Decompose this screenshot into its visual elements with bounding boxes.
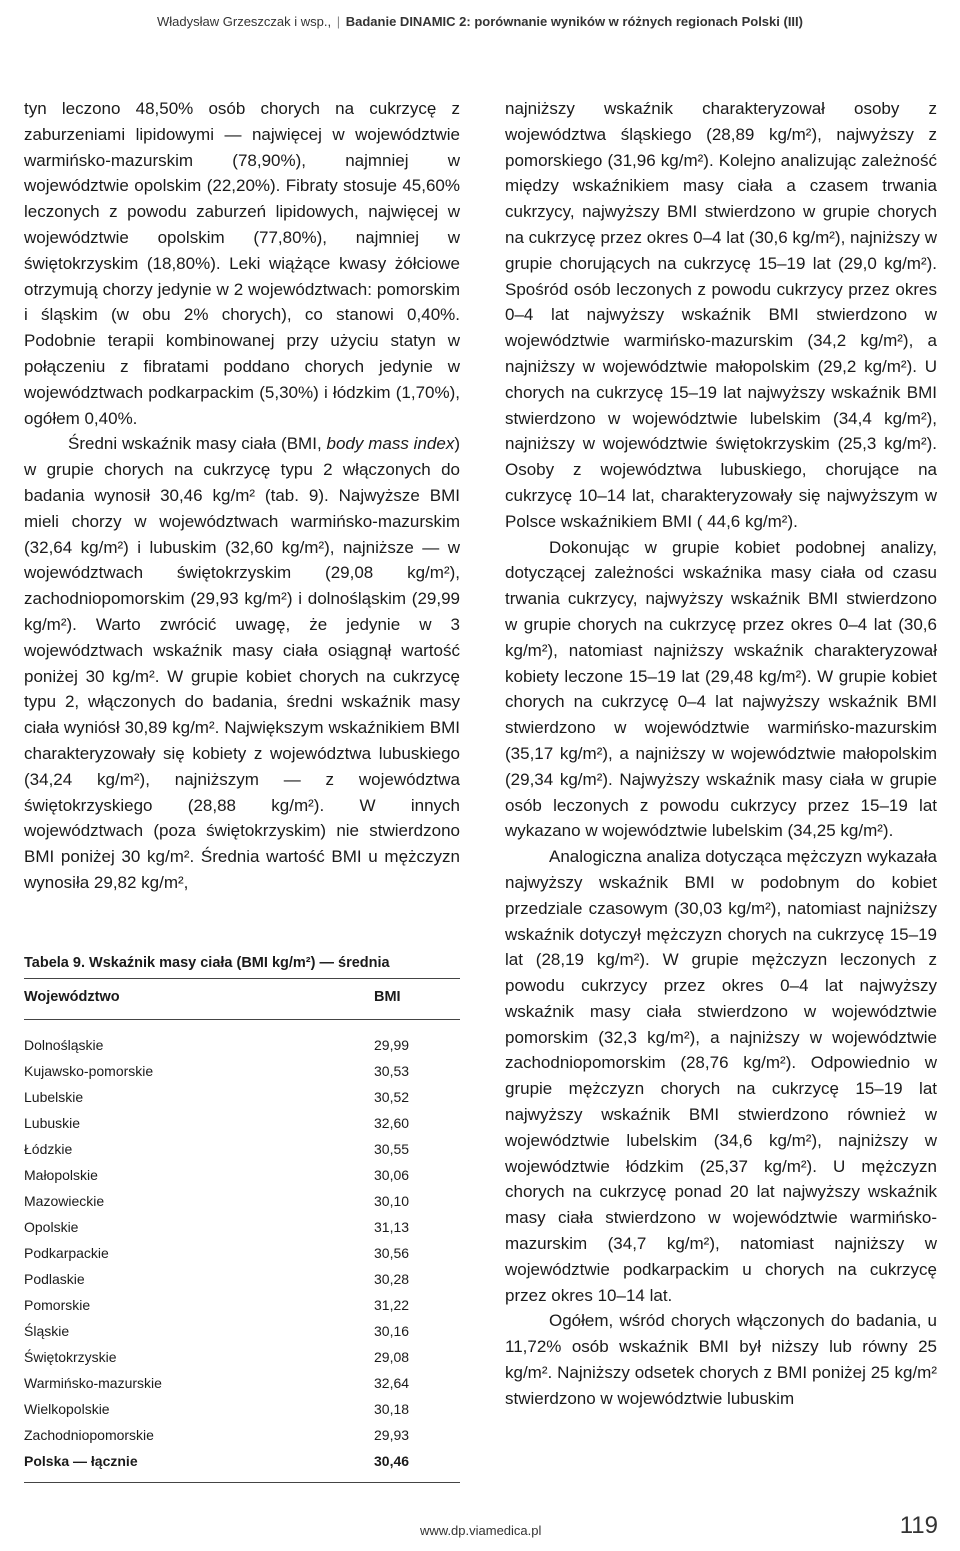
right-column [505, 96, 937, 1412]
table-cell-bmi: 30,52 [374, 1089, 410, 1105]
table-row [24, 1162, 460, 1188]
table-row [24, 1136, 460, 1162]
page-number: 119 [899, 1512, 938, 1539]
header-authors: Władysław Grzeszczak i wsp., [157, 14, 332, 29]
header-separator: | [336, 14, 341, 29]
table-cell-region: Lubuskie [24, 1115, 81, 1131]
table-row [24, 1396, 460, 1422]
right-paragraph-1: najniższy wskaźnik charakteryzował osoby z województwa śląskiego (28,89 kg/m²), najwyższy z pomorskiego (31,96 kg/m²). Kolejno analizując zależność między wskaźnikiem masy ciała a czasem trwania cukrzycy, najwyższy BMI stwierdzono w grupie chorych na cukrzycę przez okres 0–4 lat (30,6 kg/m²), najniższy w grupie chorujących na cukrzycę 15–19 lat (29,0 kg/m²). Spośród osób leczonych z powodu cukrzycy przez okres 0–4 lat najwyższy wskaźnik BMI stwierdzono w województwie warmińsko-mazurskim (34,2 kg/m²), a najniższy w województwie małopolskim (29,2 kg/m²). U chorych na cukrzycę 15–19 lat najwyższy wskaźnik BMI stwierdzono w województwie lubelskim (34,4 kg/m²), najniższy w województwie świętokrzyskim (25,3 kg/m²). Osoby z województwa lubuskiego, chorujące na cukrzycę 10–14 lat, charakteryzowały się najwyższym w Polsce wskaźnikiem BMI ( 44,6 kg/m²). [505, 99, 937, 531]
table-cell-region: Podlaskie [24, 1271, 85, 1287]
left-paragraph-2-italic: body mass index [326, 434, 455, 454]
table-row [24, 1058, 460, 1084]
table-row [24, 1188, 460, 1214]
table-total-value: 30,46 [374, 1453, 410, 1469]
table-row [24, 1422, 460, 1448]
table-row [24, 1240, 460, 1266]
table-cell-bmi: 32,64 [374, 1375, 410, 1391]
table-row [24, 1214, 460, 1240]
table-cell-region: Śląskie [24, 1323, 70, 1339]
table-row [24, 1084, 460, 1110]
table-bottom-rule [24, 1482, 460, 1483]
table-cell-region: Dolnośląskie [24, 1037, 104, 1053]
table-cell-region: Świętokrzyskie [24, 1349, 117, 1365]
table-total-label: Polska — łącznie [24, 1453, 138, 1469]
table-cell-region: Kujawsko-pomorskie [24, 1063, 154, 1079]
right-paragraph-3: Analogiczna analiza dotycząca mężczyzn wykazała najwyższy wskaźnik BMI w podobnym do kobiet przedziale czasowym (30,03 kg/m²), natomiast najniższy wskaźnik dotyczył mężczyzn chorych na cukrzycę 15–19 lat (28,19 kg/m²). W grupie mężczyzn leczonych z powodu cukrzycy przez okres 0–4 lat najwyższy wskaźnik masy ciała stwierdzono w województwie pomorskim (32,3 kg/m²), a najniższy w województwie zachodniopomorskim (28,76 kg/m²). Odpowiednio w grupie mężczyzn chorych na cukrzycę 15–19 lat najwyższy wskaźnik BMI stwierdzono również w województwie lubelskim (34,6 kg/m²), najniższy w województwie łódzkim (25,37 kg/m²). U mężczyzn chorych na cukrzycę ponad 20 lat najwyższy wskaźnik masy ciała stwierdzono w województwie warmińsko-mazurskim (34,7 kg/m²), natomiast najniższy w województwie podkarpackim u chorych na cukrzycę przez okres 10–14 lat. [505, 847, 937, 1305]
running-header [0, 14, 960, 29]
table-cell-bmi: 31,22 [374, 1297, 410, 1313]
right-paragraph-2: Dokonując w grupie kobiet podobnej analizy, dotyczącej zależności wskaźnika masy ciała od czasu trwania cukrzycy, najwyższy wskaźnik BMI stwierdzono w grupie chorych na cukrzycę przez okres 0–4 lat (30,6 kg/m²), natomiast najniższy wskaźnik charakteryzował kobiety leczone 15–19 lat (29,48 kg/m²). W grupie kobiet chorych na cukrzycę 0–4 lat najwyższy wskaźnik BMI stwierdzono w województwie warmińsko-mazurskim (35,17 kg/m²), a najniższy w województwie małopolskim (29,34 kg/m²). Najwyższy wskaźnik masy ciała w grupie osób leczonych z powodu cukrzycy przez 15–19 lat wykazano w województwie lubelskim (34,25 kg/m²). [505, 537, 937, 841]
table-cell-region: Małopolskie [24, 1167, 98, 1183]
table-cell-region: Łódzkie [24, 1141, 73, 1157]
table-header-region: Województwo [24, 989, 120, 1005]
header-title: Badanie DINAMIC 2: porównanie wyników w różnych regionach Polski (III) [345, 14, 803, 29]
table-cell-bmi: 30,56 [374, 1245, 410, 1261]
table-caption: Tabela 9. Wskaźnik masy ciała (BMI kg/m²) — średnia [24, 955, 460, 979]
table-cell-bmi: 30,06 [374, 1167, 410, 1183]
table-cell-bmi: 30,55 [374, 1141, 410, 1157]
table-cell-bmi: 30,53 [374, 1063, 410, 1079]
left-paragraph-2-rest: ) w grupie chorych na cukrzycę typu 2 włączonych do badania wynosił 30,46 kg/m² (tab. 9). Najwyższe BMI mieli chorzy w województwach warmińsko-mazurskim (32,64 kg/m²) i lubuskim (32,60 kg/m²), najniższe — w województwach świętokrzyskim (29,08 kg/m²), zachodniopomorskim (29,93 kg/m²) i dolnośląskim (29,99 kg/m²). Warto zwrócić uwagę, że jedynie w 3 województwach wskaźnik masy ciała osiągnął wartość poniżej 30 kg/m². W grupie kobiet chorych na cukrzycę typu 2, włączonych do badania, średni wskaźnik masy ciała wyniósł 30,89 kg/m². Największym wskaźnikiem BMI charakteryzowały się kobiety z województwa lubuskiego (34,24 kg/m²), najniższym — z województwa świętokrzyskiego (28,88 kg/m²). W innych województwach (poza świętokrzyskim) nie stwierdzono BMI poniżej 30 kg/m². Średnia wartość BMI u mężczyzn wynosiła 29,82 kg/m², [24, 434, 460, 892]
table-cell-bmi: 29,08 [374, 1349, 410, 1365]
table-row [24, 1266, 460, 1292]
table-cell-region: Pomorskie [24, 1297, 91, 1313]
left-column [24, 96, 460, 896]
table-cell-region: Warmińsko-mazurskie [24, 1375, 162, 1391]
table-cell-bmi: 30,18 [374, 1401, 410, 1417]
left-paragraph-2 [24, 431, 460, 895]
table-row [24, 1318, 460, 1344]
table-body [24, 1032, 460, 1474]
table-cell-bmi: 29,99 [374, 1037, 410, 1053]
table-cell-bmi: 30,16 [374, 1323, 410, 1339]
left-paragraph-1: tyn leczono 48,50% osób chorych na cukrzycę z zaburzeniami lipidowymi — najwięcej w województwie warmińsko-mazurskim (78,90%), najmniej w województwie opolskim (22,20%). Fibraty stosuje 45,60% leczonych z powodu zaburzeń lipidowych, najwięcej w województwie opolskim (77,80%), najmniej w świętokrzyskim (18,80%). Leki wiążące kwasy żółciowe otrzymują chorzy jedynie w 2 województwach: pomorskim i śląskim (w obu 2% chorych), co stanowi 0,40%. Podobnie terapii kombinowanej przy użyciu statyn w połączeniu z fibratami poddano chorych jedynie w województwach podkarpackim (5,30%) i łódzkim (1,70%), ogółem 0,40%. [24, 99, 460, 428]
table-row [24, 1110, 460, 1136]
table-row [24, 1344, 460, 1370]
table-header-bmi: BMI [374, 989, 401, 1005]
table-row [24, 1292, 460, 1318]
table-cell-bmi: 31,13 [374, 1219, 410, 1235]
table-cell-region: Zachodniopomorskie [24, 1427, 154, 1443]
table-cell-region: Wielkopolskie [24, 1401, 110, 1417]
table-cell-region: Podkarpackie [24, 1245, 109, 1261]
table-cell-region: Lubelskie [24, 1089, 84, 1105]
table-row [24, 1032, 460, 1058]
table-cell-region: Opolskie [24, 1219, 79, 1235]
table-cell-bmi: 30,10 [374, 1193, 410, 1209]
footer-url: www.dp.viamedica.pl [420, 1523, 542, 1538]
right-paragraph-4: Ogółem, wśród chorych włączonych do badania, u 11,72% osób wskaźnik BMI był niższy lub równy 25 kg/m². Najniższy odsetek chorych z BMI poniżej 25 kg/m² stwierdzono w województwie lubuskim [505, 1311, 937, 1408]
table-cell-bmi: 32,60 [374, 1115, 410, 1131]
table-cell-region: Mazowieckie [24, 1193, 105, 1209]
table-cell-bmi: 29,93 [374, 1427, 410, 1443]
table-row [24, 1370, 460, 1396]
table-row-total [24, 1448, 460, 1474]
bmi-table [24, 955, 460, 1483]
table-header [24, 979, 460, 1020]
table-cell-bmi: 30,28 [374, 1271, 410, 1287]
left-paragraph-2-start: Średni wskaźnik masy ciała (BMI, [68, 434, 327, 454]
